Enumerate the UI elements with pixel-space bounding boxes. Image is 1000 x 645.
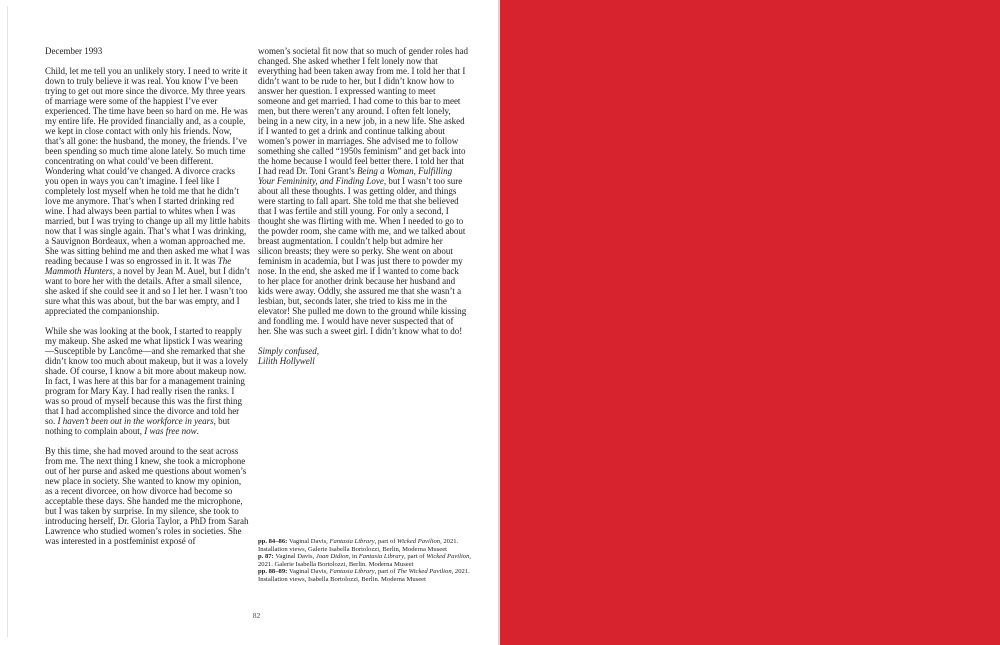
paragraph: pp. 88–89: Vaginal Davis, Fantasia Library, part of The Wicked Pavilion, 2021. Installation views, Isabella Bortolozzi, Berlin. Moderna Museet	[258, 568, 470, 583]
paragraph: p. 87: Vaginal Davis, Joan Didion, in Fantasia Library, part of Wicked Pavilion, 2021. Galerie Isabella Bortolozzi, Berlin. Moderna Museet	[258, 553, 472, 568]
text-column-right	[258, 46, 468, 366]
page-number: 82	[252, 611, 261, 620]
paragraph: pp. 84–86: Vaginal Davis, Fantasia Library, part of Wicked Pavilion, 2021. Installation views, Galerie Isabella Bortolozzi, Berlin, Moderna Museet	[258, 538, 459, 553]
paragraph: Child, let me tell you an unlikely story. I need to write it down to truly believe it was real. You know I’ve been trying to get out more since the divorce. My three years of marriage were some of the happiest I’ve ever experienced. The time have been so hard on me. He was my entire life. He provided financially and, as a couple, we kept in close contact with only his friends. Now, that’s all gone: the husband, the money, the friends. I’ve been spending so much time alone lately. So much time concentrating on what could’ve been different. Wondering what could’ve changed. A divorce cracks you open in ways you can’t imagine. I feel like I completely lost myself when he told me that he didn’t love me anymore. That’s when I started drinking red wine. I had always been partial to whites when I was married, but I was trying to change up all my little habits now that I was single again. That’s what I was drinking, a Sauvignon Bordeaux, when a woman approached me. She was sitting behind me and then asked me what I was reading because I was so engrossed in it. It was The Mammoth Hunters, a novel by Jean M. Auel, but I didn’t want to bore her with the details. After a small silence, she asked if she could see it and so I let her. I wasn’t too sure what this was about, but the bar was empty, and I appreciated the companionship.	[45, 66, 250, 316]
signoff-line-1: Simply confused,	[258, 346, 319, 356]
paragraph: By this time, she had moved around to the seat across from me. The next thing I knew, she took a microphone out of her purse and asked me questions about women’s new place in society. She wanted to know my opinion, as a recent divorcee, on how divorce had become so acceptable these days. She handed me the microphone, but I was taken by surprise. In my silence, she took to introducing herself, Dr. Gloria Taylor, a PhD from Sarah Lawrence who studied women’s roles in societies. She was interested in a postfeminist exposé of	[45, 446, 249, 546]
right-page-red-block	[500, 0, 1000, 645]
column-left-paragraphs	[45, 66, 250, 546]
footnote-credits	[258, 538, 474, 584]
column-right-paragraphs	[258, 46, 468, 336]
letter-signoff	[258, 346, 468, 366]
text-column-left	[45, 46, 250, 546]
date-line: December 1993	[45, 46, 103, 56]
page-edge-line	[7, 6, 8, 637]
paragraph: women’s societal fit now that so much of gender roles had changed. She asked whether I felt lonely now that everything had been taken away from me. I told her that I didn’t want to be rude to her, but I didn’t know how to answer her question. I expressed wanting to meet someone and get married. I had come to this bar to meet men, but there weren’t any around. I often felt lonely, being in a new city, in a new job, in a new life. She asked if I wanted to get a drink and continue talking about women’s power in marriages. She advised me to follow something she called “1950s feminism” and get back into the home because I would feel better there. I told her that I had read Dr. Toni Grant’s Being a Woman, Fulfilling Your Femininity, and Finding Love, but I wasn’t too sure about all these thoughts. I was getting older, and things were starting to fall apart. She told me that she believed that I was fertile and still young. For only a second, I thought she was flirting with me. When I needed to go to the powder room, she came with me, and we talked about breast augmentation. I couldn’t help but admire her silicon breasts; they were so perky. She went on about feminism in academia, but I was just there to powder my nose. In the end, she asked me if I wanted to come back to her place for another drink because her husband and kids were away. Oddly, she assured me that she wasn’t a lesbian, but, seconds later, she tried to kiss me in the elevator! She pulled me down to the ground while kissing and fondling me. I would have never suspected that of her. She was such a sweet girl. I didn’t know what to do!	[258, 46, 468, 336]
paragraph: While she was looking at the book, I started to reapply my makeup. She asked me what lipstick I was wearing—Susceptible by Lancôme—and she remarked that she didn’t know too much about makeup, but it was a lovely shade. Of course, I know a bit more about makeup now. In fact, I was here at this bar for a management training program for Mary Kay. I had really risen the ranks. I was so proud of myself because this was the first thing that I had accomplished since the divorce and told her so. I haven’t been out in the workforce in years, but nothing to complain about, I was free now.	[45, 326, 249, 436]
signoff-line-2: Lilith Hollywell	[258, 356, 315, 366]
